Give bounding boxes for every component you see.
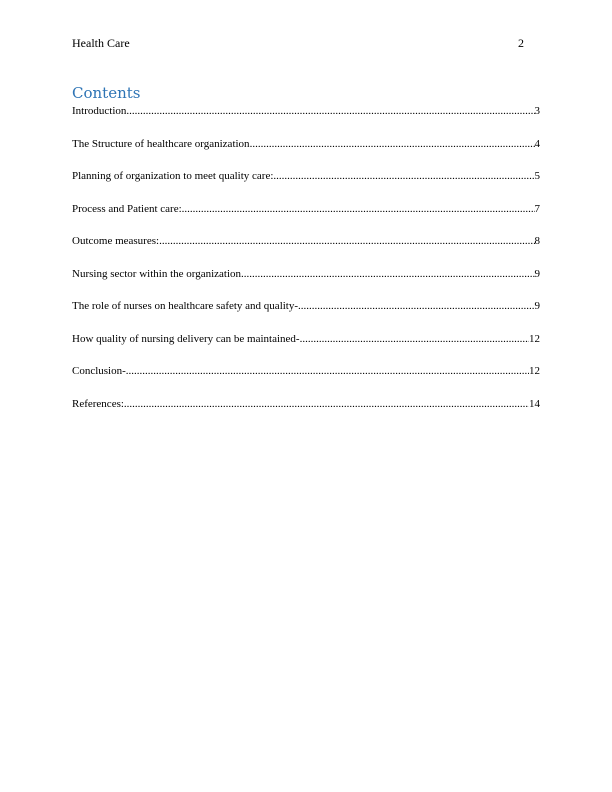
toc-entry-page: 12 — [529, 332, 540, 345]
dot-leader — [300, 332, 529, 346]
page-number: 2 — [518, 36, 524, 50]
toc-entry-page: 14 — [529, 397, 540, 410]
table-of-contents — [72, 104, 540, 429]
toc-entry-process[interactable] — [72, 202, 540, 216]
toc-entry-outcome[interactable] — [72, 234, 540, 248]
toc-entry-label: Nursing sector within the organization — [72, 267, 242, 280]
toc-entry-references[interactable] — [72, 397, 540, 411]
dot-leader — [298, 299, 534, 313]
dot-leader — [126, 104, 534, 118]
toc-entry-page: 4 — [534, 137, 540, 150]
toc-entry-label: The role of nurses on healthcare safety and quality- — [72, 300, 299, 312]
toc-entry-conclusion[interactable] — [72, 364, 540, 378]
toc-entry-page: 8 — [534, 235, 540, 247]
toc-entry-structure[interactable] — [72, 137, 540, 151]
dot-leader — [241, 267, 534, 281]
dot-leader — [124, 397, 529, 411]
dot-leader — [182, 202, 535, 216]
toc-entry-label: Conclusion- — [72, 365, 126, 377]
toc-entry-planning[interactable] — [72, 169, 540, 183]
toc-entry-label: Introduction — [72, 105, 127, 117]
toc-entry-introduction[interactable] — [72, 104, 540, 118]
toc-heading: Contents — [72, 84, 141, 102]
toc-entry-label: Planning of organization to meet quality care: — [72, 170, 274, 182]
toc-entry-label: How quality of nursing delivery can be maintained- — [72, 332, 300, 345]
toc-entry-label: Outcome measures: — [72, 235, 160, 247]
toc-entry-label: References: — [72, 397, 124, 410]
toc-entry-nursing-sector[interactable] — [72, 267, 540, 281]
running-header-title: Health Care — [72, 36, 130, 50]
dot-leader — [250, 137, 535, 151]
dot-leader — [273, 169, 534, 183]
toc-entry-page: 9 — [534, 300, 540, 312]
toc-entry-page: 5 — [534, 170, 540, 182]
toc-entry-quality-nursing[interactable] — [72, 332, 540, 346]
toc-entry-label: Process and Patient care: — [72, 202, 182, 215]
toc-entry-role-of-nurses[interactable] — [72, 299, 540, 313]
toc-entry-page: 9 — [534, 267, 540, 280]
dot-leader — [159, 234, 534, 248]
toc-entry-label: The Structure of healthcare organization — [72, 137, 250, 150]
toc-entry-page: 3 — [534, 105, 540, 117]
toc-entry-page: 7 — [534, 202, 540, 215]
dot-leader — [126, 364, 529, 378]
toc-entry-page: 12 — [529, 365, 540, 377]
